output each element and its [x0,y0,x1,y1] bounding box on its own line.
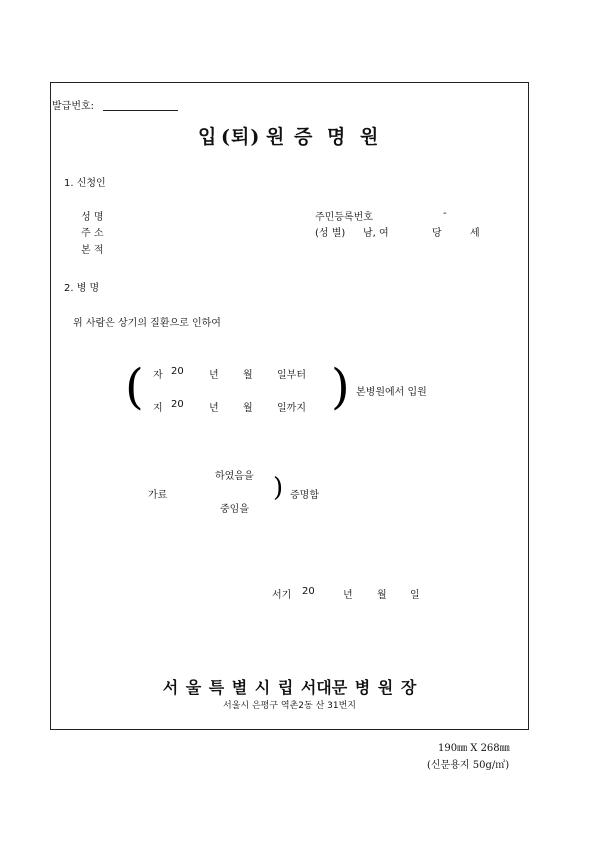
date-nyeon: 년 [343,590,353,601]
age-se: 세 [470,228,480,239]
issue-number-label: 발급번호: [52,101,95,112]
to-ji: 지 [153,403,163,414]
paper-size: 190㎜ X 268㎜ [438,743,510,754]
gender-label: (성 별) [315,228,346,239]
right-paren-medium: ) [273,473,284,503]
title-char-1: 입 [198,126,218,148]
from-year: 20 [171,366,184,377]
to-il: 일까지 [277,403,306,414]
certify-text: 증명함 [290,490,319,501]
section-disease: 2. 병 명 [64,283,100,294]
date-wol: 월 [377,590,387,601]
option-ongoing: 중임을 [220,504,249,515]
date-prefix: 서기 [272,590,292,601]
gender-value: 남, 여 [363,228,389,239]
to-wol: 월 [243,403,253,414]
rrn-label: 주민등록번호 [315,212,373,223]
issue-number-line [103,110,178,111]
from-wol: 월 [243,370,253,381]
date-il: 일 [410,590,420,601]
title-char-3: 원 [266,126,286,148]
address-label: 주 소 [81,228,104,239]
paper-type: (신문용지 50g/㎡) [427,760,510,771]
right-paren-large: ) [331,359,350,415]
title-char-6: 원 [360,126,380,148]
statement-text: 위 사람은 상기의 질환으로 인하여 [73,318,221,329]
hospital-name: 서 울 특 별 시 립 서대문 병 원 장 [162,678,417,697]
from-il: 일부터 [277,370,306,381]
title-char-4: 증 [294,126,314,148]
name-label: 성 명 [81,212,104,223]
domicile-label: 본 적 [81,245,104,256]
treatment-label: 가료 [148,490,168,501]
to-nyeon: 년 [209,403,219,414]
age-dang: 당 [432,228,442,239]
from-ja: 자 [153,370,163,381]
rrn-dash: - [443,208,447,219]
to-year: 20 [171,399,184,410]
from-nyeon: 년 [209,370,219,381]
hospital-address: 서울시 은평구 역촌2동 산 31번지 [223,701,356,711]
option-done: 하였음을 [215,471,254,482]
title-char-5: 명 [327,126,347,148]
section-applicant: 1. 신청인 [64,178,106,189]
title-char-2: (퇴) [221,126,261,148]
admission-text: 본병원에서 입원 [356,387,427,398]
left-paren-large: ( [125,359,144,415]
date-year: 20 [302,586,315,597]
